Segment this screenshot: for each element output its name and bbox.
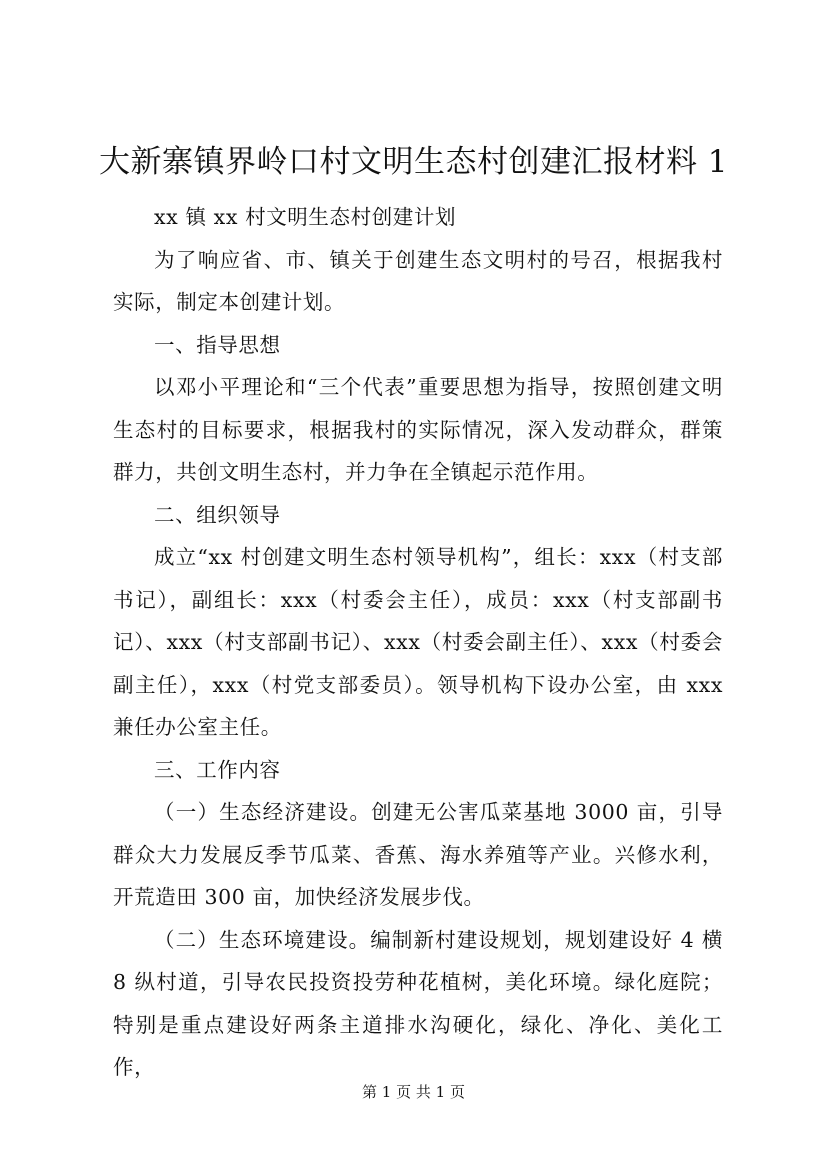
intro-paragraph: 为了响应省、市、镇关于创建生态文明村的号召，根据我村实际，制定本创建计划。: [113, 247, 723, 314]
section-heading-organization: 二、组织领导: [154, 502, 281, 527]
ecological-environment-paragraph: （二）生态环境建设。编制新村建设规划，规划建设好 4 横 8 纵村道，引导农民投资投劳种花植树，美化环境。绿化庭院；特别是重点建设好两条主道排水沟硬化，绿化、净化、美化工作，: [113, 927, 723, 1079]
section-heading-work-content: 三、工作内容: [154, 757, 281, 782]
document-body: [113, 196, 723, 1089]
section-heading-guiding-ideology: 一、指导思想: [154, 332, 281, 357]
plan-subtitle: xx 镇 xx 村文明生态村创建计划: [154, 205, 457, 229]
page-footer: 第 1 页 共 1 页: [362, 1083, 465, 1101]
document-title: 大新寨镇界岭口村文明生态村创建汇报材料 1: [98, 144, 729, 180]
guiding-ideology-paragraph: 以邓小平理论和“三个代表”重要思想为指导，按照创建文明生态村的目标要求，根据我村的实际情况，深入发动群众，群策群力，共创文明生态村，并力争在全镇起示范作用。: [113, 375, 723, 484]
organization-paragraph: 成立“xx 村创建文明生态村领导机构”，组长：xxx（村支部书记），副组长：xxx（村委会主任），成员：xxx（村支部副书记）、xxx（村支部副书记）、xxx（村委会副主任）、xxx（村委会副主任），xxx（村党支部委员）。领导机构下设办公室，由 xxx 兼任办公室主任。: [113, 545, 723, 739]
ecological-economy-paragraph: （一）生态经济建设。创建无公害瓜菜基地 3000 亩，引导群众大力发展反季节瓜菜、香蕉、海水养殖等产业。兴修水利，开荒造田 300 亩，加快经济发展步伐。: [113, 800, 723, 909]
